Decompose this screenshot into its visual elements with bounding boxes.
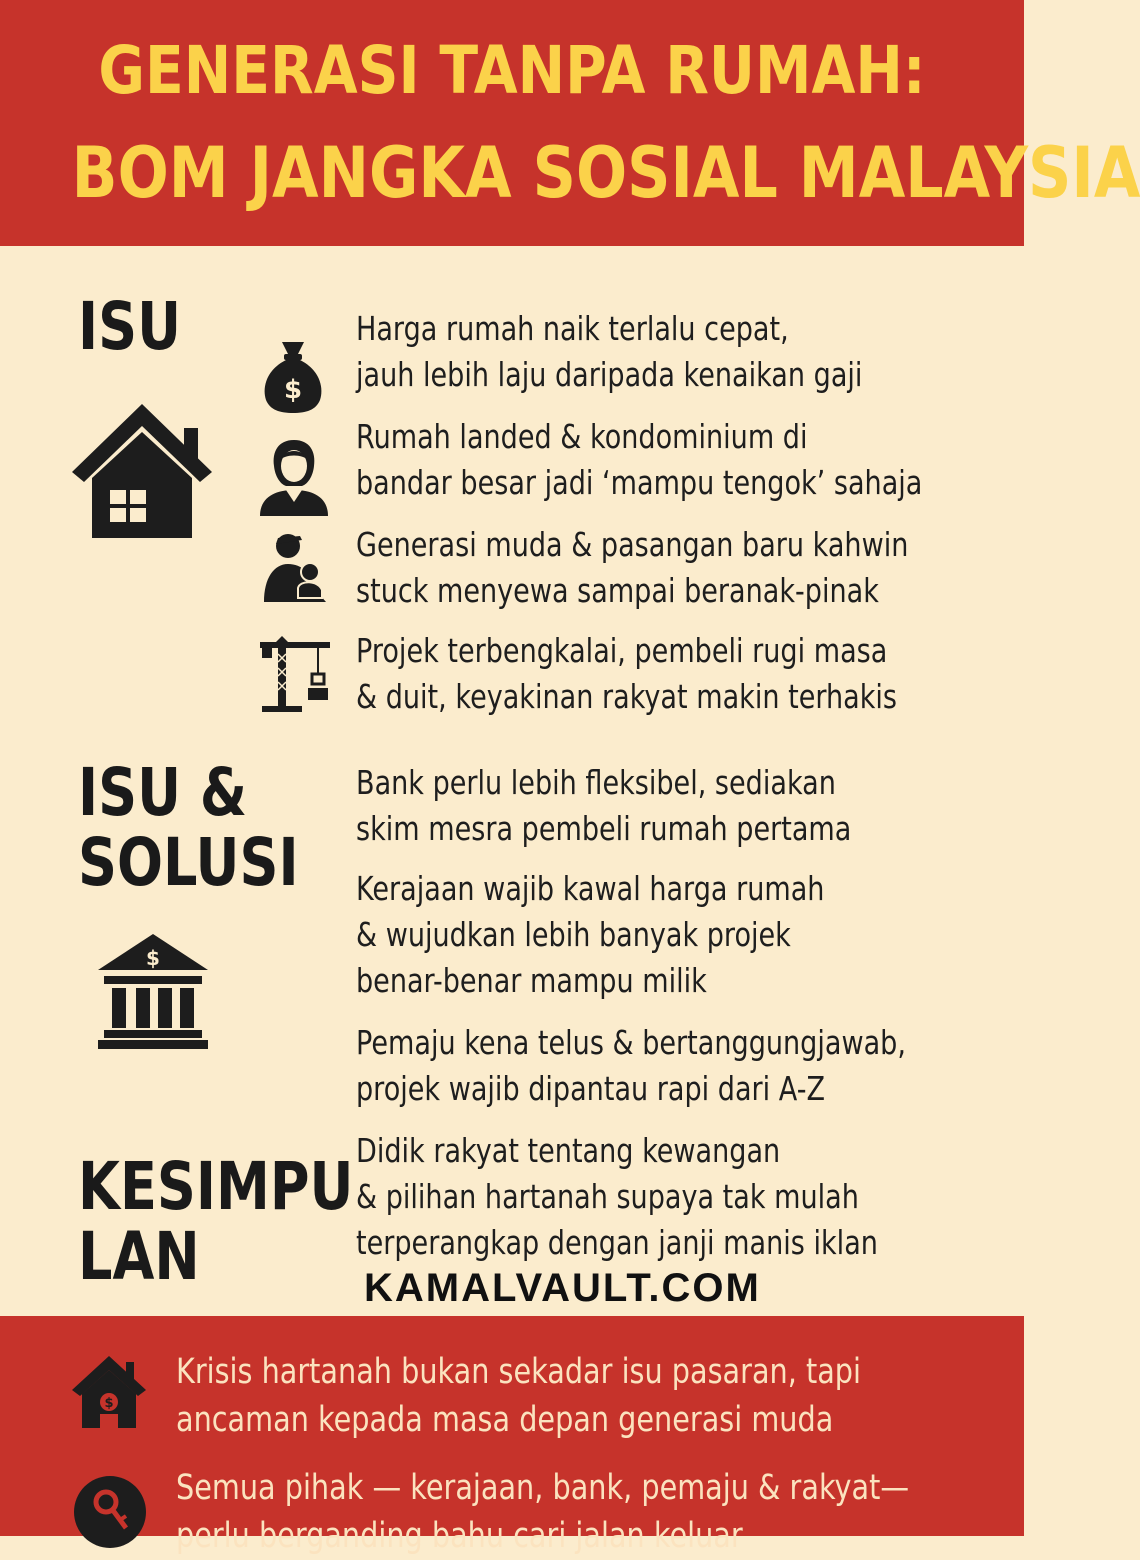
isu-item-2-line1: Rumah landed & kondominium di [356,417,808,456]
solusi-item-1-line1: Bank perlu lebih fleksibel, sediakan [356,763,836,802]
isu-item-2 [356,414,1012,506]
section-label-kesimpulan [78,1148,354,1295]
person-icon [256,436,332,516]
isu-item-4-line2: & duit, keyakinan rakyat makin terhakis [356,677,898,716]
isu-item-3-line1: Generasi muda & pasangan baru kahwin [356,525,909,564]
kesimpulan-item-1-line2: & pilihan hartanah supaya tak mulah [356,1177,859,1216]
isu-item-1 [356,306,1012,398]
isu-item-2-line2: bandar besar jadi ‘mampu tengok’ sahaja [356,463,923,502]
kesimpulan-item-1 [356,1128,1012,1266]
crane-icon [258,634,332,712]
brand-watermark: KAMALVAULT.COM [364,1266,761,1310]
kesimpulan-item-1-line3: terperangkap dengan janji manis iklan [356,1223,878,1262]
solusi-item-1-line2: skim mesra pembeli rumah pertama [356,809,852,848]
money-bag-icon [260,338,326,414]
footer-item-1-line1: Krisis hartanah bukan sekadar isu pasaran, tapi [176,1352,862,1392]
solusi-item-2-line2: & wujudkan lebih banyak projek [356,915,791,954]
section-label-solusi-line1: ISU & [78,754,248,831]
solusi-item-3-line1: Pemaju kena telus & bertanggungjawab, [356,1023,906,1062]
isu-item-3 [356,522,1012,614]
section-label-isu: ISU [78,288,182,365]
solusi-item-3 [356,1020,1012,1112]
svg-text:$: $ [104,1396,114,1411]
isu-item-1-line1: Harga rumah naik terlalu cepat, [356,309,789,348]
title-line-1: GENERASI TANPA RUMAH: [98,32,926,109]
section-label-kesimpulan-line2: LAN [78,1218,200,1295]
isu-item-1-line2: jauh lebih laju daripada kenaikan gaji [356,355,863,394]
solusi-item-2 [356,866,1012,1004]
footer-item-2 [176,1464,996,1560]
section-label-kesimpulan-line1: KESIMPU [78,1148,354,1225]
footer-item-1 [176,1348,996,1444]
isu-item-3-line2: stuck menyewa sampai beranak-pinak [356,571,879,610]
house-dollar-icon [70,1352,148,1432]
section-label-solusi [78,754,299,901]
isu-item-4-line1: Projek terbengkalai, pembeli rugi masa [356,631,888,670]
svg-text:$: $ [283,375,303,405]
title-line-2: BOM JANGKA SOSIAL MALAYSIA [71,132,1140,214]
footer-item-2-line1: Semua pihak — kerajaan, bank, pemaju & rakyat— [176,1468,910,1508]
svg-text:$: $ [146,946,160,970]
section-label-solusi-line2: SOLUSI [78,824,299,901]
footer-item-1-line2: ancaman kepada masa depan generasi muda [176,1400,834,1440]
solusi-item-3-line2: projek wajib dipantau rapi dari A-Z [356,1069,826,1108]
kesimpulan-item-1-line1: Didik rakyat tentang kewangan [356,1131,781,1170]
house-icon [66,398,218,540]
footer-item-2-line2: perlu berganding bahu cari jalan keluar [176,1516,743,1556]
header-banner [0,0,1140,246]
solusi-item-2-line1: Kerajaan wajib kawal harga rumah [356,869,825,908]
solusi-item-1 [356,760,1012,852]
parent-child-icon [262,532,328,602]
solusi-item-2-line3: benar-benar mampu milik [356,961,707,1000]
isu-item-4 [356,628,1012,720]
bank-icon [96,932,210,1050]
key-icon [72,1472,148,1536]
